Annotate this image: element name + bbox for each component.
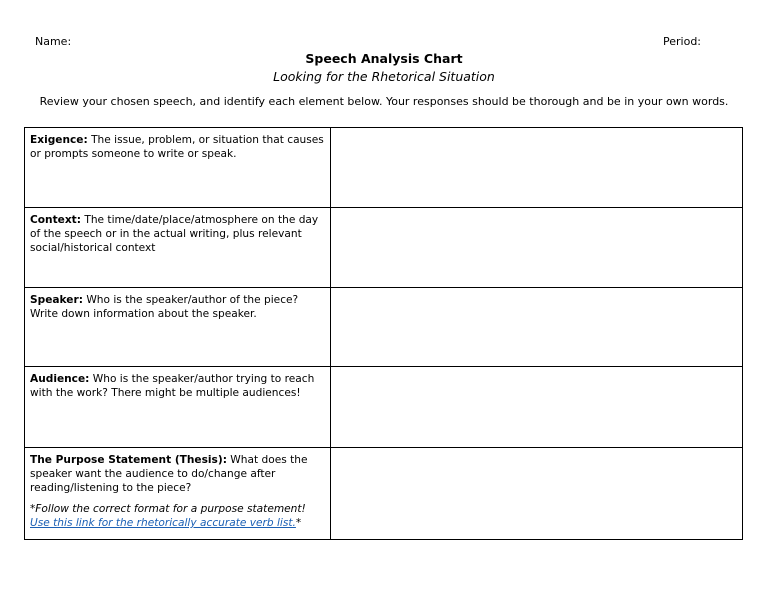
link-suffix: * <box>295 517 302 529</box>
term-label: Exigence: <box>30 134 88 146</box>
term-description: The issue, problem, or situation that causes or prompts someone to write or speak. <box>30 134 324 160</box>
prompt-cell <box>25 448 331 540</box>
period-label: Period: <box>663 35 702 48</box>
table-row-purpose <box>25 448 743 540</box>
response-cell-exigence[interactable] <box>331 128 743 208</box>
table-row-speaker <box>25 288 743 367</box>
term-description: Who is the speaker/author trying to reach with the work? There might be multiple audiences! <box>30 373 315 399</box>
term-description: The time/date/place/atmosphere on the day of the speech or in the actual writing, plus relevant social/historical context <box>30 214 319 254</box>
prompt-cell <box>25 128 331 208</box>
page-title: Speech Analysis Chart <box>305 51 463 66</box>
term-label: Audience: <box>30 373 90 385</box>
response-cell-purpose[interactable] <box>331 448 743 540</box>
response-cell-audience[interactable] <box>331 367 743 448</box>
response-cell-speaker[interactable] <box>331 288 743 367</box>
term-description: Who is the speaker/author of the piece? Write down information about the speaker. <box>30 294 299 320</box>
prompt-cell <box>25 288 331 367</box>
prompt-cell <box>25 367 331 448</box>
name-label: Name: <box>35 35 72 48</box>
term-label: Context: <box>30 214 81 226</box>
table-row-context <box>25 208 743 288</box>
prompt-cell <box>25 208 331 288</box>
purpose-note <box>30 502 326 530</box>
term-label: Speaker: <box>30 294 83 306</box>
note-text: *Follow the correct format for a purpose statement! <box>30 503 306 515</box>
instructions: Review your chosen speech, and identify each element below. Your responses should be thorough and be in your own words. <box>39 95 729 108</box>
response-cell-context[interactable] <box>331 208 743 288</box>
verb-list-link[interactable]: Use this link for the rhetorically accurate verb list. <box>30 517 296 529</box>
table-row-exigence <box>25 128 743 208</box>
analysis-table <box>24 127 743 540</box>
term-label: The Purpose Statement (Thesis): <box>30 454 227 466</box>
page-subtitle: Looking for the Rhetorical Situation <box>273 69 495 84</box>
table-row-audience <box>25 367 743 448</box>
term-description: What does the speaker want the audience to do/change after reading/listening to the piece? <box>30 454 308 494</box>
